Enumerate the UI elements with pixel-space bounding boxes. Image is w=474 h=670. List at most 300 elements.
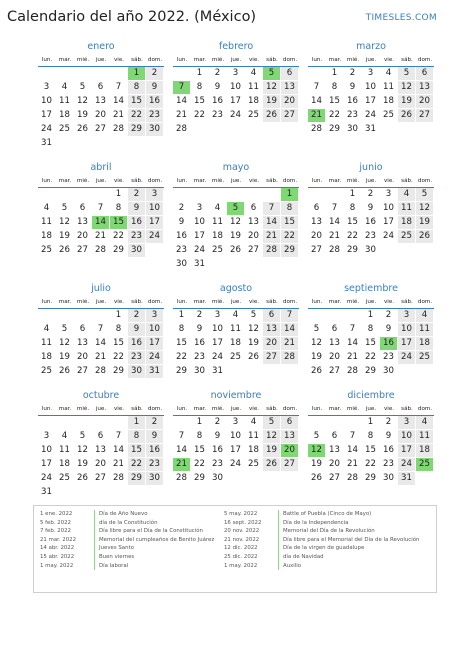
weekday-label: mié. <box>346 406 360 412</box>
day-cell: 9 <box>367 203 374 213</box>
legend-holiday-name: Día laboral <box>99 562 129 569</box>
day-cell: 17 <box>146 337 163 350</box>
day-cell: 8 <box>115 203 122 213</box>
weekday-label: mié. <box>211 299 225 305</box>
day-cell: 26 <box>77 124 88 134</box>
day-cell: 22 <box>113 231 124 241</box>
empty-cell <box>56 188 73 201</box>
day-cell: 16 <box>128 337 145 350</box>
empty-cell <box>398 123 415 136</box>
day-cell: 8 <box>331 82 338 92</box>
legend-holiday-name: Día libre para el Día de la Constitución <box>99 528 203 535</box>
day-cell: 5 <box>79 82 86 92</box>
legend-date: 7 feb. 2022 <box>40 528 71 535</box>
day-cell: 1 <box>115 189 122 199</box>
empty-cell <box>380 123 397 136</box>
empty-cell <box>74 188 91 201</box>
day-cell: 20 <box>329 459 340 469</box>
day-cell: 8 <box>196 431 203 441</box>
week-row <box>173 472 299 486</box>
day-cell: 28 <box>113 124 124 134</box>
legend-holiday-name: Día de la virgen de guadalupe <box>283 545 365 552</box>
day-cell: 25 <box>212 245 223 255</box>
day-cell: 24 <box>146 351 163 364</box>
day-cell: 1 <box>196 68 203 78</box>
day-cell: 4 <box>250 68 257 78</box>
week-row <box>173 81 299 95</box>
legend-date: 25 dic. 2022 <box>224 553 258 560</box>
day-cell: 18 <box>212 231 223 241</box>
weekday-label: lun. <box>176 406 188 412</box>
empty-cell <box>146 244 163 257</box>
empty-cell <box>281 123 298 136</box>
weekday-label: mar. <box>193 299 207 305</box>
day-cell: 6 <box>97 431 104 441</box>
day-cell: 9 <box>214 82 221 92</box>
day-cell: 13 <box>263 323 280 336</box>
day-cell: 21 <box>95 231 106 241</box>
day-cell: 24 <box>212 352 223 362</box>
weekday-label: mar. <box>193 57 207 63</box>
day-cell: 19 <box>230 231 241 241</box>
day-cell: 23 <box>212 459 223 469</box>
empty-cell <box>308 188 325 201</box>
weekday-label: lun. <box>176 299 188 305</box>
day-cell: 5 <box>250 310 257 320</box>
empty-cell <box>245 123 262 136</box>
legend-date: 5 feb. 2022 <box>40 519 71 526</box>
empty-cell <box>38 67 55 80</box>
week-row <box>38 123 164 137</box>
weekday-label: jue. <box>230 299 242 305</box>
day-cell: 7 <box>97 324 104 334</box>
week-row <box>38 244 164 258</box>
week-row <box>308 95 434 109</box>
brand-link[interactable]: TIMESLES.COM <box>365 13 437 23</box>
empty-cell <box>263 188 280 201</box>
day-cell: 20 <box>311 231 322 241</box>
day-cell: 3 <box>43 431 50 441</box>
weekday-header <box>38 55 164 67</box>
day-cell: 6 <box>281 416 298 429</box>
day-cell: 19 <box>311 352 322 362</box>
day-cell: 9 <box>178 217 185 227</box>
day-cell: 28 <box>95 245 106 255</box>
day-cell: 7 <box>313 82 320 92</box>
day-cell: 11 <box>212 217 223 227</box>
weekday-label: dom. <box>147 406 163 412</box>
empty-cell <box>308 67 325 80</box>
holiday-cell: 20 <box>281 444 298 457</box>
day-cell: 25 <box>248 459 259 469</box>
day-cell: 14 <box>263 216 280 229</box>
empty-cell <box>56 416 73 429</box>
weekday-label: vie. <box>383 406 395 412</box>
day-cell: 23 <box>128 351 145 364</box>
day-cell: 18 <box>416 444 433 457</box>
week-row <box>308 323 434 337</box>
day-cell: 30 <box>176 259 187 269</box>
day-cell: 30 <box>146 472 163 485</box>
holiday-cell: 12 <box>308 444 325 457</box>
legend-divider <box>94 544 95 553</box>
legend-row <box>224 527 419 536</box>
day-cell: 12 <box>416 202 433 215</box>
month-name: febrero <box>218 41 254 52</box>
empty-cell <box>74 137 91 150</box>
legend-row <box>224 519 419 528</box>
legend-divider <box>94 510 95 519</box>
day-cell: 26 <box>416 230 433 243</box>
day-cell: 28 <box>113 473 124 483</box>
day-cell: 16 <box>176 231 187 241</box>
weekday-label: mar. <box>58 406 72 412</box>
day-cell: 27 <box>248 245 259 255</box>
day-cell: 28 <box>311 124 322 134</box>
empty-cell <box>416 123 433 136</box>
legend-divider <box>94 553 95 562</box>
weekday-label: mar. <box>193 178 207 184</box>
day-cell: 24 <box>398 458 415 471</box>
week-row <box>308 202 434 216</box>
day-cell: 20 <box>248 231 259 241</box>
month-name: septiembre <box>344 283 398 294</box>
week-row <box>308 216 434 230</box>
day-cell: 8 <box>196 82 203 92</box>
day-cell: 25 <box>41 245 52 255</box>
day-cell: 21 <box>113 110 124 120</box>
day-cell: 6 <box>79 324 86 334</box>
week-row <box>173 430 299 444</box>
legend-date: 1 may. 2022 <box>40 562 74 569</box>
day-cell: 26 <box>59 366 70 376</box>
weekday-label: mar. <box>328 57 342 63</box>
empty-cell <box>191 123 208 136</box>
day-cell: 1 <box>331 68 338 78</box>
day-cell: 13 <box>77 338 88 348</box>
day-cell: 15 <box>347 217 358 227</box>
weekday-label: lun. <box>41 406 53 412</box>
day-cell: 19 <box>311 459 322 469</box>
legend-row <box>40 544 214 553</box>
week-row <box>308 123 434 137</box>
month-junio <box>308 161 434 258</box>
day-cell: 27 <box>263 351 280 364</box>
day-cell: 22 <box>113 352 124 362</box>
weekday-label: vie. <box>113 178 125 184</box>
holiday-cell: 14 <box>92 216 109 229</box>
week-row <box>38 109 164 123</box>
day-cell: 25 <box>230 352 241 362</box>
empty-cell <box>56 67 73 80</box>
empty-cell <box>92 486 109 499</box>
day-cell: 26 <box>230 245 241 255</box>
empty-cell <box>227 188 244 201</box>
weekday-label: mar. <box>58 57 72 63</box>
week-row <box>173 244 299 258</box>
day-cell: 25 <box>59 124 70 134</box>
weekday-label: vie. <box>248 178 260 184</box>
empty-cell <box>416 365 433 378</box>
weekday-label: dom. <box>147 178 163 184</box>
day-cell: 3 <box>43 82 50 92</box>
week-row <box>173 444 299 458</box>
legend-row <box>224 553 419 562</box>
day-cell: 8 <box>367 431 374 441</box>
weekday-label: dom. <box>147 299 163 305</box>
day-cell: 17 <box>212 338 223 348</box>
month-abril <box>38 161 164 258</box>
day-cell: 20 <box>77 352 88 362</box>
day-cell: 9 <box>214 431 221 441</box>
empty-cell <box>245 258 262 271</box>
legend-holiday-name: día de Navidad <box>283 553 324 560</box>
legend-divider <box>94 562 95 571</box>
legend-date: 21 nov. 2022 <box>224 536 260 543</box>
day-cell: 23 <box>194 352 205 362</box>
day-cell: 9 <box>128 202 145 215</box>
day-cell: 9 <box>385 431 392 441</box>
empty-cell <box>245 365 262 378</box>
day-cell: 16 <box>146 95 163 108</box>
day-cell: 22 <box>128 109 145 122</box>
day-cell: 2 <box>214 417 221 427</box>
day-cell: 11 <box>230 324 241 334</box>
weekday-header <box>38 176 164 188</box>
day-cell: 12 <box>59 217 70 227</box>
day-cell: 18 <box>398 216 415 229</box>
empty-cell <box>263 123 280 136</box>
weekday-label: sáb. <box>131 57 143 63</box>
week-row <box>38 323 164 337</box>
day-cell: 21 <box>95 352 106 362</box>
day-cell: 12 <box>59 338 70 348</box>
weekday-label: vie. <box>248 57 260 63</box>
empty-cell <box>146 137 163 150</box>
day-cell: 16 <box>212 96 223 106</box>
day-cell: 10 <box>41 96 52 106</box>
day-cell: 30 <box>383 473 394 483</box>
legend-row <box>224 562 419 571</box>
empty-cell <box>128 137 145 150</box>
day-cell: 2 <box>146 416 163 429</box>
month-name: abril <box>90 162 112 173</box>
day-cell: 10 <box>146 323 163 336</box>
weekday-label: dom. <box>282 406 298 412</box>
day-cell: 21 <box>329 231 340 241</box>
holiday-cell: 15 <box>110 216 127 229</box>
weekday-label: mié. <box>211 57 225 63</box>
day-cell: 30 <box>365 245 376 255</box>
day-cell: 31 <box>398 472 415 485</box>
day-cell: 9 <box>196 324 203 334</box>
day-cell: 21 <box>113 459 124 469</box>
day-cell: 8 <box>128 430 145 443</box>
legend-row <box>40 553 214 562</box>
day-cell: 20 <box>281 95 298 108</box>
empty-cell <box>245 188 262 201</box>
day-cell: 14 <box>329 217 340 227</box>
month-name: junio <box>359 162 383 173</box>
weekday-label: sáb. <box>401 57 413 63</box>
day-cell: 6 <box>416 67 433 80</box>
day-cell: 3 <box>146 188 163 201</box>
day-cell: 7 <box>349 431 356 441</box>
month-noviembre <box>173 389 299 486</box>
empty-cell <box>209 123 226 136</box>
day-cell: 26 <box>248 352 259 362</box>
day-cell: 4 <box>385 68 392 78</box>
day-cell: 27 <box>77 245 88 255</box>
legend-row <box>40 510 214 519</box>
legend-date: 1 ene. 2022 <box>40 511 73 517</box>
day-cell: 16 <box>383 445 394 455</box>
day-cell: 7 <box>115 431 122 441</box>
week-row <box>308 444 434 458</box>
holiday-cell: 16 <box>380 337 397 350</box>
day-cell: 1 <box>349 189 356 199</box>
day-cell: 17 <box>146 216 163 229</box>
legend-holiday-name: Día de Año Nuevo <box>99 511 148 517</box>
day-cell: 10 <box>146 202 163 215</box>
day-cell: 26 <box>263 109 280 122</box>
day-cell: 14 <box>281 323 298 336</box>
day-cell: 16 <box>347 96 358 106</box>
day-cell: 10 <box>398 323 415 336</box>
week-row <box>308 351 434 365</box>
weekday-label: mié. <box>76 299 90 305</box>
weekday-label: mié. <box>76 57 90 63</box>
day-cell: 22 <box>281 230 298 243</box>
day-cell: 29 <box>128 123 145 136</box>
day-cell: 7 <box>178 431 185 441</box>
day-cell: 18 <box>248 445 259 455</box>
weekday-label: vie. <box>383 57 395 63</box>
weekday-label: sáb. <box>266 57 278 63</box>
empty-cell <box>281 258 298 271</box>
day-cell: 14 <box>113 96 124 106</box>
weekday-label: jue. <box>365 57 377 63</box>
empty-cell <box>92 137 109 150</box>
weekday-label: lun. <box>311 299 323 305</box>
day-cell: 5 <box>61 203 68 213</box>
day-cell: 1 <box>115 310 122 320</box>
legend-column-left <box>40 510 214 570</box>
day-cell: 10 <box>212 324 223 334</box>
day-cell: 14 <box>347 338 358 348</box>
header <box>0 0 474 34</box>
day-cell: 5 <box>79 431 86 441</box>
legend-divider <box>278 562 279 571</box>
day-cell: 4 <box>232 310 239 320</box>
day-cell: 5 <box>416 188 433 201</box>
day-cell: 1 <box>367 417 374 427</box>
day-cell: 2 <box>196 310 203 320</box>
legend-divider <box>278 553 279 562</box>
empty-cell <box>308 416 325 429</box>
holiday-cell: 21 <box>308 109 325 122</box>
legend-divider <box>278 536 279 545</box>
day-cell: 28 <box>95 366 106 376</box>
day-cell: 27 <box>95 124 106 134</box>
day-cell: 17 <box>41 110 52 120</box>
day-cell: 17 <box>383 217 394 227</box>
month-octubre <box>38 389 164 500</box>
legend-holiday-name: Jueves Santo <box>99 545 134 552</box>
weekday-label: sáb. <box>401 299 413 305</box>
day-cell: 4 <box>61 431 68 441</box>
week-row <box>38 416 164 430</box>
day-cell: 10 <box>398 430 415 443</box>
day-cell: 7 <box>281 309 298 322</box>
day-cell: 5 <box>313 431 320 441</box>
week-row <box>38 188 164 202</box>
day-cell: 31 <box>212 366 223 376</box>
day-cell: 11 <box>248 82 259 92</box>
day-cell: 28 <box>176 124 187 134</box>
day-cell: 17 <box>398 337 415 350</box>
legend-date: 5 may. 2022 <box>224 511 258 517</box>
holiday-cell: 1 <box>281 188 298 201</box>
day-cell: 23 <box>383 459 394 469</box>
week-row <box>173 365 299 379</box>
day-cell: 13 <box>329 445 340 455</box>
day-cell: 18 <box>59 110 70 120</box>
month-name: noviembre <box>210 390 262 401</box>
legend-divider <box>94 536 95 545</box>
day-cell: 4 <box>214 203 221 213</box>
weekday-label: jue. <box>365 299 377 305</box>
month-name: octubre <box>82 390 120 401</box>
weekday-label: sáb. <box>266 406 278 412</box>
weekday-label: lun. <box>311 57 323 63</box>
day-cell: 15 <box>113 338 124 348</box>
empty-cell <box>173 67 190 80</box>
day-cell: 13 <box>329 338 340 348</box>
legend-row <box>224 536 419 545</box>
legend-holiday-name: día de la Constitución <box>99 519 158 526</box>
month-mayo <box>173 161 299 272</box>
day-cell: 30 <box>347 124 358 134</box>
empty-cell <box>281 365 298 378</box>
day-cell: 10 <box>230 82 241 92</box>
day-cell: 3 <box>385 189 392 199</box>
day-cell: 4 <box>43 203 50 213</box>
day-cell: 14 <box>95 338 106 348</box>
day-cell: 13 <box>77 217 88 227</box>
empty-cell <box>398 244 415 257</box>
empty-cell <box>92 188 109 201</box>
day-cell: 13 <box>281 430 298 443</box>
day-cell: 20 <box>263 337 280 350</box>
day-cell: 3 <box>398 416 415 429</box>
day-cell: 16 <box>146 444 163 457</box>
month-enero <box>38 40 164 151</box>
week-row <box>308 67 434 81</box>
week-row <box>308 337 434 351</box>
day-cell: 17 <box>230 96 241 106</box>
day-cell: 20 <box>95 110 106 120</box>
weekday-label: sáb. <box>266 299 278 305</box>
day-cell: 14 <box>113 445 124 455</box>
day-cell: 27 <box>281 458 298 471</box>
holiday-cell: 5 <box>263 67 280 80</box>
day-cell: 17 <box>365 96 376 106</box>
weekday-label: jue. <box>230 57 242 63</box>
legend-row <box>40 527 214 536</box>
day-cell: 18 <box>383 96 394 106</box>
weekday-header <box>38 404 164 416</box>
